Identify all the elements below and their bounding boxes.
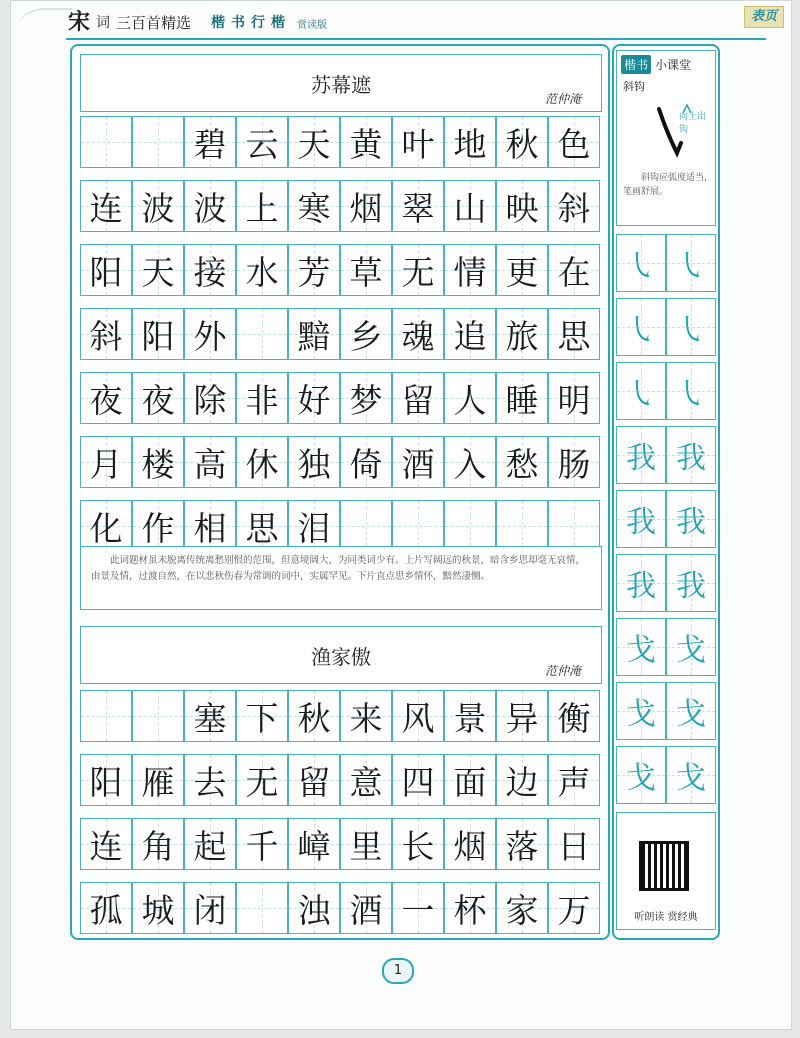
grid-character: 起 — [193, 826, 227, 866]
grid-cell — [236, 500, 288, 552]
poem-title: 苏幕遮 — [311, 73, 371, 97]
grid-cell — [548, 818, 600, 870]
grid-cell — [80, 690, 132, 742]
plum-blossom-decoration — [18, 8, 72, 48]
grid-cell — [340, 754, 392, 806]
grid-cell — [340, 180, 392, 232]
grid-cell — [80, 308, 132, 360]
grid-character: 波 — [193, 188, 227, 228]
grid-character: 独 — [297, 444, 331, 484]
grid-character: 映 — [505, 188, 539, 228]
page-number: 1 — [382, 958, 414, 984]
grid-cell — [288, 116, 340, 168]
grid-character: 面 — [453, 762, 487, 802]
grid-cell — [236, 308, 288, 360]
grid-cell — [496, 180, 548, 232]
poem-title-box — [80, 54, 602, 112]
grid-character: 阳 — [89, 252, 123, 292]
grid-cell — [132, 116, 184, 168]
practice-row — [616, 426, 716, 484]
lesson-badge: 楷书 — [621, 55, 651, 74]
grid-cell — [340, 308, 392, 360]
grid-cell — [392, 372, 444, 424]
grid-character: 长 — [401, 826, 435, 866]
grid-cell — [496, 818, 548, 870]
grid-cell — [340, 818, 392, 870]
grid-character: 翠 — [401, 188, 435, 228]
grid-cell — [548, 436, 600, 488]
grid-cell — [548, 690, 600, 742]
grid-character: 夜 — [141, 380, 175, 420]
grid-cell — [184, 116, 236, 168]
grid-character: 化 — [89, 508, 123, 548]
practice-character: 我 — [626, 569, 656, 604]
grid-cell — [444, 754, 496, 806]
grid-character: 日 — [557, 826, 591, 866]
grid-character: 孤 — [89, 890, 123, 930]
grid-cell — [444, 244, 496, 296]
grid-character: 云 — [245, 124, 279, 164]
grid-cell — [288, 818, 340, 870]
script-style-tag: 楷书行楷 — [211, 15, 292, 31]
stroke-note: 斜钩应弧度适当，笔画舒展。 — [623, 173, 714, 197]
practice-cell — [616, 234, 666, 292]
grid-character: 万 — [557, 890, 591, 930]
grid-character: 月 — [89, 444, 123, 484]
grid-character: 黄 — [349, 124, 383, 164]
grid-cell — [548, 754, 600, 806]
grid-cell — [444, 818, 496, 870]
grid-character: 连 — [89, 188, 123, 228]
grid-cell — [288, 882, 340, 934]
practice-cell — [666, 426, 716, 484]
grid-character: 好 — [297, 380, 331, 420]
grid-character: 嶂 — [297, 826, 331, 866]
grid-character: 塞 — [193, 698, 227, 738]
grid-cell — [340, 116, 392, 168]
grid-character: 四 — [401, 762, 435, 802]
practice-row — [616, 618, 716, 676]
grid-cell — [80, 116, 132, 168]
grid-cell — [132, 690, 184, 742]
grid-cell — [236, 244, 288, 296]
grid-character: 接 — [193, 252, 227, 292]
practice-cell — [616, 362, 666, 420]
grid-cell — [288, 754, 340, 806]
practice-character: ㇂ — [676, 377, 706, 412]
grid-cell — [80, 754, 132, 806]
grid-cell — [288, 244, 340, 296]
practice-row — [616, 490, 716, 548]
grid-character: 休 — [245, 444, 279, 484]
grid-cell — [392, 500, 444, 552]
grid-character: 倚 — [349, 444, 383, 484]
grid-character: 山 — [453, 188, 487, 228]
practice-cell — [616, 490, 666, 548]
grid-character: 非 — [245, 380, 279, 420]
grid-cell — [496, 436, 548, 488]
practice-character: 戈 — [676, 697, 706, 732]
grid-cell — [80, 180, 132, 232]
grid-character: 愁 — [505, 444, 539, 484]
copybook-grid — [80, 116, 600, 564]
grid-character: 阳 — [89, 762, 123, 802]
grid-character: 夜 — [89, 380, 123, 420]
grid-cell — [236, 818, 288, 870]
grid-cell — [184, 500, 236, 552]
poem-author: 范仲淹 — [544, 92, 581, 106]
practice-character: 我 — [676, 441, 706, 476]
grid-character: 高 — [193, 444, 227, 484]
grid-character: 寒 — [297, 188, 331, 228]
grid-cell — [132, 754, 184, 806]
grid-character: 天 — [141, 252, 175, 292]
practice-character: 我 — [626, 441, 656, 476]
grid-cell — [80, 882, 132, 934]
practice-cell — [616, 618, 666, 676]
practice-character: 戈 — [626, 761, 656, 796]
mini-lesson-box — [616, 50, 716, 226]
grid-cell — [288, 500, 340, 552]
grid-cell — [288, 372, 340, 424]
practice-cell — [666, 298, 716, 356]
grid-cell — [548, 500, 600, 552]
grid-character: 无 — [245, 762, 279, 802]
grid-character: 上 — [245, 188, 279, 228]
grid-cell — [184, 690, 236, 742]
practice-row — [616, 298, 716, 356]
grid-cell — [548, 882, 600, 934]
grid-character: 水 — [245, 252, 279, 292]
grid-character: 异 — [505, 698, 539, 738]
grid-cell — [184, 818, 236, 870]
grid-cell — [548, 180, 600, 232]
grid-cell — [340, 500, 392, 552]
grid-cell — [444, 882, 496, 934]
grid-character: 城 — [141, 890, 175, 930]
practice-cell — [666, 490, 716, 548]
grid-cell — [132, 308, 184, 360]
grid-cell — [288, 180, 340, 232]
grid-character: 叶 — [401, 124, 435, 164]
practice-cell — [666, 362, 716, 420]
grid-cell — [236, 180, 288, 232]
practice-character: 我 — [676, 505, 706, 540]
grid-character: 酒 — [401, 444, 435, 484]
practice-cell — [616, 554, 666, 612]
grid-character: 天 — [297, 124, 331, 164]
grid-character: 浊 — [297, 890, 331, 930]
grid-character: 乡 — [349, 316, 383, 356]
grid-character: 更 — [505, 252, 539, 292]
grid-cell — [132, 372, 184, 424]
grid-cell — [288, 308, 340, 360]
grid-character: 碧 — [193, 124, 227, 164]
grid-character: 在 — [557, 252, 591, 292]
grid-character: 波 — [141, 188, 175, 228]
grid-character: 烟 — [453, 826, 487, 866]
grid-cell — [80, 818, 132, 870]
grid-character: 思 — [557, 316, 591, 356]
grid-character: 泪 — [297, 508, 331, 548]
grid-character: 明 — [557, 380, 591, 420]
grid-cell — [444, 180, 496, 232]
grid-cell — [392, 180, 444, 232]
grid-cell — [340, 372, 392, 424]
practice-cell — [616, 746, 666, 804]
grid-character: 外 — [193, 316, 227, 356]
practice-character: ㇂ — [626, 313, 656, 348]
grid-character: 除 — [193, 380, 227, 420]
grid-cell — [496, 308, 548, 360]
grid-character: 秋 — [505, 124, 539, 164]
grid-character: 风 — [401, 698, 435, 738]
grid-character: 情 — [453, 252, 487, 292]
grid-cell — [548, 244, 600, 296]
edition-tag: 赏读版 — [297, 20, 328, 31]
corner-label: 表页 — [744, 6, 784, 28]
grid-cell — [80, 500, 132, 552]
grid-character: 烟 — [349, 188, 383, 228]
grid-cell — [184, 308, 236, 360]
grid-cell — [236, 754, 288, 806]
grid-cell — [496, 500, 548, 552]
grid-cell — [288, 690, 340, 742]
grid-character: 边 — [505, 762, 539, 802]
practice-row — [616, 746, 716, 804]
grid-cell — [236, 690, 288, 742]
grid-character: 闭 — [193, 890, 227, 930]
poem-commentary: 此词题材虽未脱离传统离愁别恨的范围，但意境阔大，为同类词少有。上片写阔远的秋景，暗含乡思却毫无哀情，由景及情，过渡自然，在以悲秋伤春为常调的词中，实属罕见。下片直点思乡情怀，黯然凄恻。 — [80, 546, 602, 610]
series-subtitle: 三百首精选 — [116, 14, 192, 32]
grid-character: 衡 — [557, 698, 591, 738]
grid-cell — [132, 882, 184, 934]
grid-cell — [132, 818, 184, 870]
grid-cell — [132, 180, 184, 232]
practice-character: ㇂ — [676, 313, 706, 348]
grid-character: 芳 — [297, 252, 331, 292]
practice-character: ㇂ — [676, 249, 706, 284]
grid-character: 留 — [401, 380, 435, 420]
grid-cell — [132, 500, 184, 552]
grid-character: 下 — [245, 698, 279, 738]
grid-cell — [236, 436, 288, 488]
grid-character: 色 — [557, 124, 591, 164]
practice-row — [616, 554, 716, 612]
grid-cell — [496, 244, 548, 296]
grid-character: 雁 — [141, 762, 175, 802]
lesson-heading: 小课堂 — [655, 58, 692, 72]
grid-character: 景 — [453, 698, 487, 738]
grid-cell — [288, 436, 340, 488]
grid-character: 去 — [193, 762, 227, 802]
grid-cell — [184, 180, 236, 232]
practice-character: 戈 — [676, 633, 706, 668]
grid-character: 肠 — [557, 444, 591, 484]
grid-character: 楼 — [141, 444, 175, 484]
practice-cell — [616, 298, 666, 356]
grid-cell — [392, 818, 444, 870]
grid-character: 作 — [141, 508, 175, 548]
practice-row — [616, 234, 716, 292]
grid-cell — [236, 882, 288, 934]
practice-character: ㇂ — [626, 377, 656, 412]
grid-character: 来 — [349, 698, 383, 738]
grid-character: 落 — [505, 826, 539, 866]
grid-cell — [548, 308, 600, 360]
grid-cell — [184, 754, 236, 806]
grid-character: 地 — [453, 124, 487, 164]
grid-character: 一 — [401, 890, 435, 930]
grid-cell — [444, 116, 496, 168]
grid-character: 连 — [89, 826, 123, 866]
practice-row — [616, 682, 716, 740]
qr-box[interactable] — [616, 812, 716, 930]
grid-cell — [496, 754, 548, 806]
poem-title-box — [80, 626, 602, 684]
grid-cell — [132, 436, 184, 488]
grid-cell — [80, 372, 132, 424]
grid-character: 里 — [349, 826, 383, 866]
practice-cell — [666, 682, 716, 740]
poem-author: 范仲淹 — [544, 664, 581, 678]
stroke-name: 斜钩 — [623, 80, 645, 93]
practice-cell — [616, 426, 666, 484]
grid-cell — [496, 372, 548, 424]
stroke-hint: 向上出钩 — [679, 112, 707, 135]
grid-character: 思 — [245, 508, 279, 548]
grid-character: 旅 — [505, 316, 539, 356]
grid-character: 角 — [141, 826, 175, 866]
practice-character: 戈 — [626, 633, 656, 668]
grid-cell — [444, 500, 496, 552]
grid-cell — [392, 882, 444, 934]
grid-cell — [184, 436, 236, 488]
grid-character: 人 — [453, 380, 487, 420]
grid-character: 家 — [505, 890, 539, 930]
grid-cell — [392, 244, 444, 296]
grid-character: 追 — [453, 316, 487, 356]
practice-character: 我 — [626, 505, 656, 540]
grid-character: 入 — [453, 444, 487, 484]
series-title-suffix: 词 — [96, 15, 111, 31]
grid-character: 声 — [557, 762, 591, 802]
grid-character: 千 — [245, 826, 279, 866]
poem-title: 渔家傲 — [311, 645, 371, 669]
grid-character: 斜 — [89, 316, 123, 356]
grid-cell — [548, 116, 600, 168]
grid-character: 酒 — [349, 890, 383, 930]
grid-character: 秋 — [297, 698, 331, 738]
grid-cell — [392, 308, 444, 360]
grid-cell — [392, 754, 444, 806]
mini-lesson-header — [617, 51, 715, 78]
grid-cell — [236, 372, 288, 424]
practice-row — [616, 362, 716, 420]
practice-cell — [616, 682, 666, 740]
qr-code-icon[interactable] — [639, 841, 689, 891]
copybook-grid — [80, 690, 600, 946]
grid-character: 草 — [349, 252, 383, 292]
grid-cell — [496, 690, 548, 742]
practice-character: 戈 — [676, 761, 706, 796]
grid-character: 杯 — [453, 890, 487, 930]
grid-character: 斜 — [557, 188, 591, 228]
grid-character: 魂 — [401, 316, 435, 356]
grid-cell — [444, 372, 496, 424]
grid-character: 梦 — [349, 380, 383, 420]
grid-cell — [184, 882, 236, 934]
grid-cell — [184, 372, 236, 424]
page-header — [68, 4, 327, 36]
grid-character: 相 — [193, 508, 227, 548]
grid-cell — [132, 244, 184, 296]
header-rule — [66, 38, 766, 40]
grid-cell — [444, 690, 496, 742]
grid-character: 黯 — [297, 316, 331, 356]
grid-character: 睡 — [505, 380, 539, 420]
practice-cell — [666, 746, 716, 804]
grid-character: 留 — [297, 762, 331, 802]
grid-cell — [392, 116, 444, 168]
grid-cell — [340, 244, 392, 296]
grid-cell — [340, 690, 392, 742]
grid-cell — [236, 116, 288, 168]
practice-cell — [666, 618, 716, 676]
practice-character: ㇂ — [626, 249, 656, 284]
series-title: 宋 — [68, 9, 91, 35]
grid-cell — [392, 436, 444, 488]
grid-cell — [80, 436, 132, 488]
grid-character: 无 — [401, 252, 435, 292]
practice-cell — [666, 234, 716, 292]
grid-cell — [80, 244, 132, 296]
grid-cell — [444, 436, 496, 488]
practice-cell — [666, 554, 716, 612]
grid-cell — [496, 116, 548, 168]
practice-character: 我 — [676, 569, 706, 604]
grid-cell — [184, 244, 236, 296]
grid-cell — [548, 372, 600, 424]
grid-character: 阳 — [141, 316, 175, 356]
grid-cell — [340, 436, 392, 488]
practice-character: 戈 — [626, 697, 656, 732]
qr-caption: 听朗读 赏经典 — [634, 912, 698, 923]
grid-character: 意 — [349, 762, 383, 802]
grid-cell — [496, 882, 548, 934]
grid-cell — [340, 882, 392, 934]
grid-cell — [444, 308, 496, 360]
grid-cell — [392, 690, 444, 742]
